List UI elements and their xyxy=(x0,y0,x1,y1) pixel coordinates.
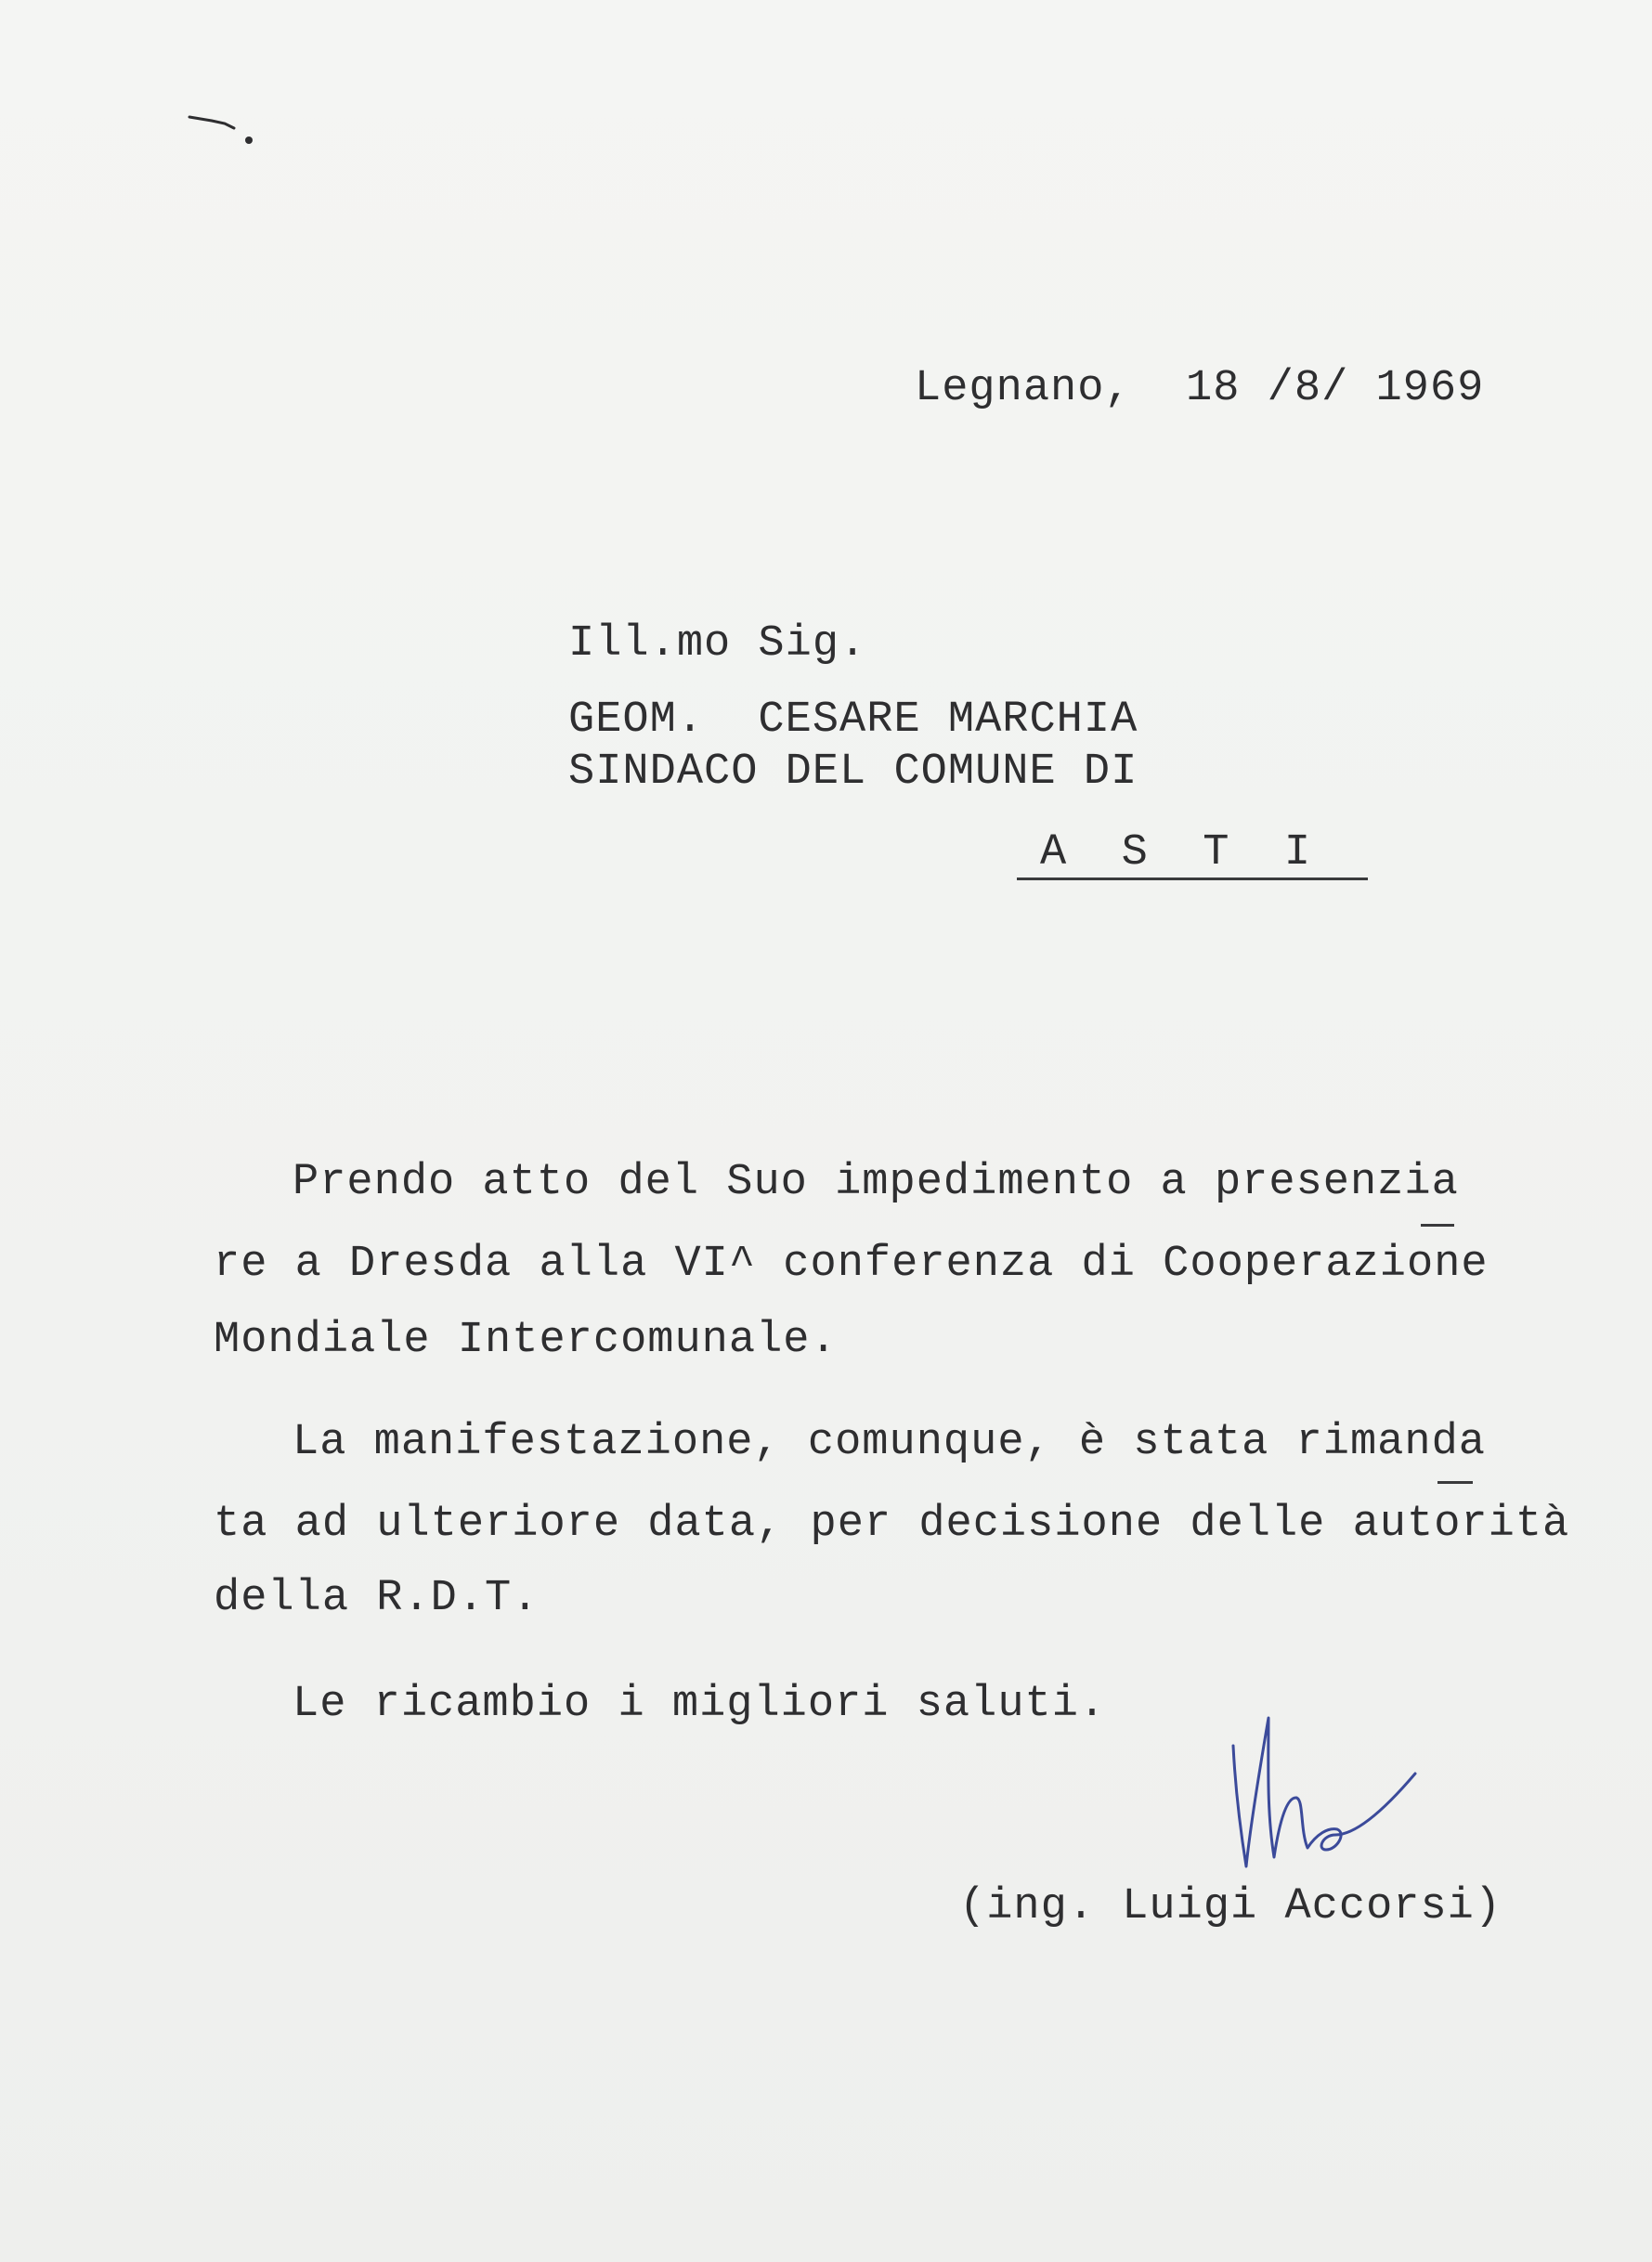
ink-mark xyxy=(188,111,253,149)
handwritten-signature xyxy=(1207,1709,1449,1885)
body-p3-line1: Le ricambio i migliori saluti. xyxy=(293,1680,1107,1729)
place-date: Legnano, 18 /8/ 1969 xyxy=(915,364,1485,413)
body-p1-line1: Prendo atto del Suo impedimento a presenzia xyxy=(293,1158,1459,1207)
hyphen-underscore xyxy=(1437,1481,1473,1484)
recipient-name: GEOM. CESARE MARCHIA xyxy=(568,696,1138,745)
recipient-role: SINDACO DEL COMUNE DI xyxy=(568,748,1138,797)
body-p1-line2: re a Dresda alla VI^ conferenza di Cooperazione xyxy=(214,1240,1489,1289)
recipient-city: A S T I xyxy=(1040,828,1312,878)
recipient-salutation: Ill.mo Sig. xyxy=(568,619,867,669)
body-p1-line3: Mondiale Intercomunale. xyxy=(214,1316,838,1365)
body-p2-line3: della R.D.T. xyxy=(214,1574,540,1623)
signatory-name: (ing. Luigi Accorsi) xyxy=(959,1882,1502,1931)
hyphen-underscore xyxy=(1421,1224,1454,1227)
body-p2-line1: La manifestazione, comunque, è stata rimanda xyxy=(293,1418,1487,1467)
body-p2-line2: ta ad ulteriore data, per decisione delle autorità xyxy=(214,1500,1570,1549)
city-underline xyxy=(1017,878,1368,880)
